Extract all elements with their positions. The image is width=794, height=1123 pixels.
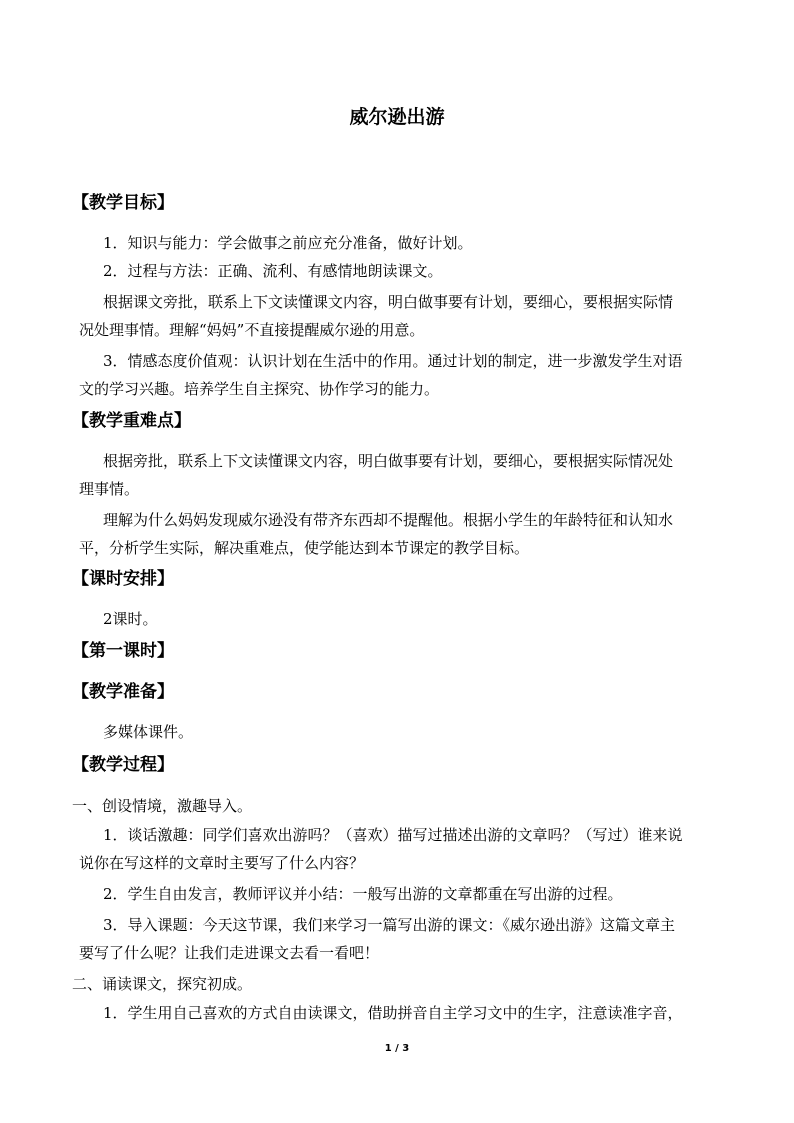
heading-schedule: 【课时安排】 — [72, 569, 174, 589]
goals-paragraph-2: 2．过程与方法：正确、流利、有感情地朗读课文。 — [103, 262, 443, 280]
heading-first-lesson: 【第一课时】 — [72, 641, 174, 661]
preparation-paragraph: 多媒体课件。 — [103, 723, 194, 741]
key-points-paragraph-2-line-1: 理解为什么妈妈发现威尔逊没有带齐东西却不提醒他。根据小学生的年龄特征和认知水 — [103, 511, 674, 529]
goals-paragraph-1: 1．知识与能力：学会做事之前应充分准备，做好计划。 — [103, 234, 473, 252]
heading-teaching-goals: 【教学目标】 — [72, 193, 174, 213]
goals-paragraph-3-line-1: 根据课文旁批，联系上下文读懂课文内容，明白做事要有计划，要细心，要根据实际情 — [103, 293, 674, 311]
process-step-1-title: 一、创设情境，激趣导入。 — [72, 797, 253, 815]
key-points-paragraph-1-line-2: 理事情。 — [79, 480, 140, 498]
goals-paragraph-4-line-1: 3．情感态度价值观：认识计划在生活中的作用。通过计划的制定，进一步激发学生对语 — [103, 352, 683, 370]
process-step-1-paragraph-1-line-1: 1．谈话激趣：同学们喜欢出游吗？（喜欢）描写过描述出游的文章吗？（写过）谁来说 — [103, 826, 683, 844]
goals-paragraph-4-line-2: 文的学习兴趣。培养学生自主探究、协作学习的能力。 — [79, 380, 440, 398]
key-points-paragraph-2-line-2: 平，分析学生实际，解决重难点，使学能达到本节课定的教学目标。 — [79, 539, 530, 557]
goals-paragraph-3-line-2: 况处理事情。理解“妈妈”不直接提醒威尔逊的用意。 — [79, 321, 425, 339]
heading-preparation: 【教学准备】 — [72, 682, 174, 702]
key-points-paragraph-1-line-1: 根据旁批，联系上下文读懂课文内容，明白做事要有计划，要细心，要根据实际情况处 — [103, 452, 674, 470]
process-step-2-title: 二、诵读课文，探究初成。 — [72, 975, 253, 993]
page-indicator: 1 / 3 — [384, 1043, 410, 1054]
heading-process: 【教学过程】 — [72, 755, 174, 775]
process-step-1-paragraph-1-line-2: 说你在写这样的文章时主要写了什么内容？ — [79, 854, 365, 872]
schedule-paragraph: 2课时。 — [103, 610, 158, 628]
process-step-1-paragraph-3-line-1: 3．导入课题：今天这节课，我们来学习一篇写出游的课文：《威尔逊出游》这篇文章主 — [103, 916, 676, 934]
heading-key-points: 【教学重难点】 — [72, 411, 191, 431]
process-step-1-paragraph-3-line-2: 要写了什么呢？让我们走进课文去看一看吧！ — [79, 944, 380, 962]
process-step-2-paragraph-1: 1．学生用自己喜欢的方式自由读课文，借助拼音自主学习文中的生字，注意读准字音， — [103, 1004, 683, 1022]
document-title: 威尔逊出游 — [349, 106, 445, 128]
process-step-1-paragraph-2: 2．学生自由发言，教师评议并小结：一般写出游的文章都重在写出游的过程。 — [103, 885, 623, 903]
